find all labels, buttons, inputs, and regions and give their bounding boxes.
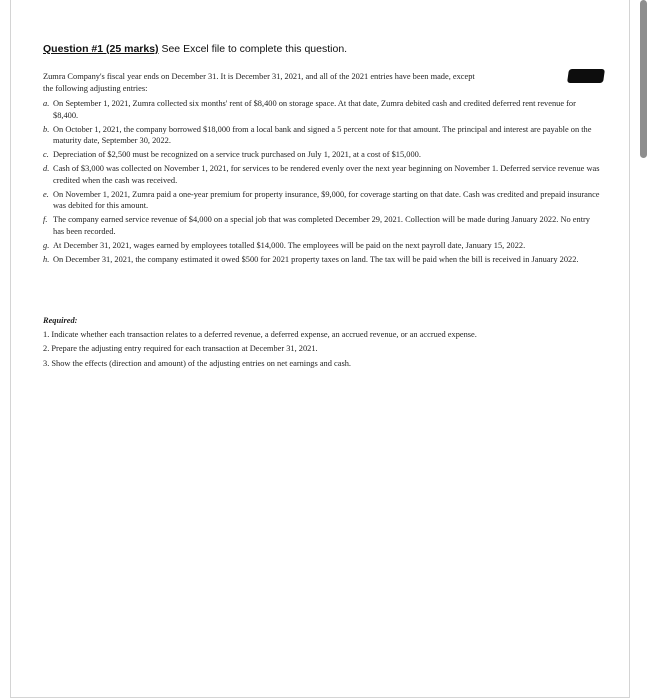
item-text: Cash of $3,000 was collected on November 1, 2021, for services to be rendered evenly over the next year beginning on November 1. Deferred service revenue was credited when the cash was received.: [53, 164, 600, 185]
item-text: Depreciation of $2,500 must be recognized on a service truck purchased on July 1, 2021, at a cost of $15,000.: [53, 150, 421, 159]
list-item-a: [43, 98, 603, 121]
list-item-f: [43, 214, 603, 237]
item-letter: b.: [43, 124, 50, 134]
item-text: At December 31, 2021, wages earned by employees totalled $14,000. The employees will be paid on the next payroll date, January 15, 2022.: [53, 240, 526, 250]
list-item-h: [43, 254, 603, 266]
list-item-e: [43, 189, 603, 212]
list-item-b: [43, 124, 603, 147]
question-label: Question #1 (25 marks): [43, 43, 159, 55]
required-item-1: 1. Indicate whether each transaction relates to a deferred revenue, a deferred expense, an accrued revenue, or an accrued expense.: [43, 329, 477, 339]
required-item-3: 3. Show the effects (direction and amount) of the adjusting entries on net earnings and cash.: [43, 358, 352, 368]
item-letter: a.: [43, 99, 50, 108]
item-text: On September 1, 2021, Zumra collected six months' rent of $8,400 on storage space. At that date, Zumra debited cash and credited deferred rent revenue for $8,400.: [53, 99, 576, 120]
item-letter: h.: [43, 254, 50, 264]
intro-line-1: Zumra Company's fiscal year ends on December 31. It is December 31, 2021, and all of the 2021 entries have been made, except: [43, 72, 475, 81]
adjusting-entries-list: [43, 98, 603, 268]
required-section: [43, 315, 603, 372]
required-item-2: 2. Prepare the adjusting entry required for each transaction at December 31, 2021.: [43, 344, 318, 353]
intro-paragraph: [43, 71, 583, 94]
item-letter: f.: [43, 215, 48, 224]
item-text: On December 31, 2021, the company estimated it owed $500 for 2021 property taxes on land. The tax will be paid when the bill is received in January 2022.: [53, 254, 579, 264]
item-text: On October 1, 2021, the company borrowed $18,000 from a local bank and signed a 5 percent note for that amount. The principal and interest are payable on the maturity date, September 30, 2022.: [53, 124, 592, 145]
vertical-scrollbar[interactable]: [640, 0, 647, 158]
list-item-g: [43, 240, 603, 252]
redaction-mark: [567, 69, 605, 83]
item-letter: c.: [43, 150, 49, 159]
item-text: On November 1, 2021, Zumra paid a one-year premium for property insurance, $9,000, for coverage starting on that date. Cash was credited and prepaid insurance was debited for this amount.: [53, 189, 600, 210]
required-title: Required:: [43, 316, 78, 325]
item-letter: e.: [43, 189, 49, 199]
intro-line-2: the following adjusting entries:: [43, 83, 148, 93]
item-text: The company earned service revenue of $4,000 on a special job that was completed December 29, 2021. Collection will be made during January 2022. No entry has been recorded.: [53, 215, 590, 236]
question-instruction: See Excel file to complete this question.: [161, 43, 348, 55]
item-letter: g.: [43, 240, 50, 250]
question-heading: [43, 43, 347, 55]
list-item-c: [43, 149, 603, 161]
item-letter: d.: [43, 164, 50, 173]
list-item-d: [43, 163, 603, 186]
